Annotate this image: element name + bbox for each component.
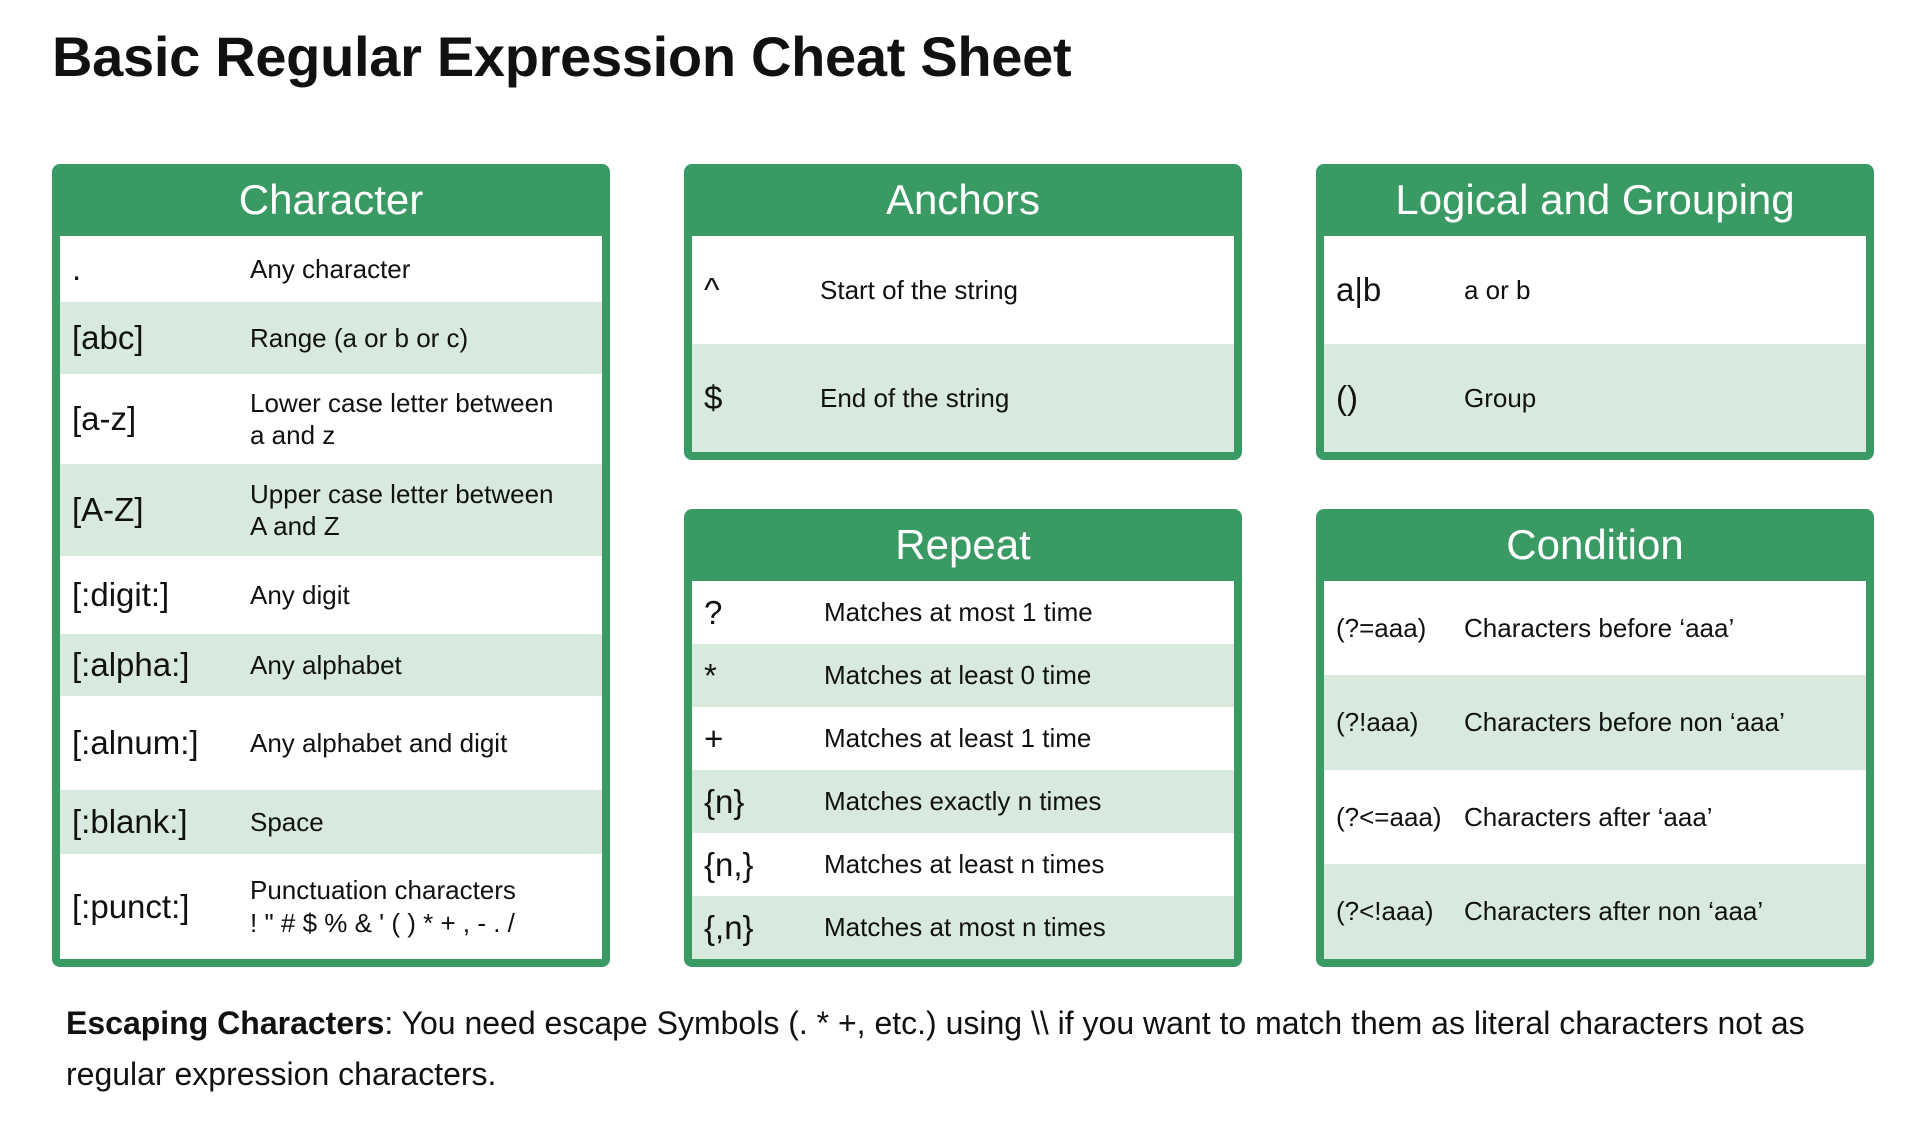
regex-description-line2: a and z	[250, 420, 336, 450]
regex-symbol: [A-Z]	[72, 491, 144, 528]
regex-description: Space	[250, 806, 324, 837]
table-row	[1324, 236, 1866, 344]
regex-symbol: [abc]	[72, 319, 144, 356]
regex-description: Characters after ‘aaa’	[1464, 801, 1713, 832]
repeat-card-title: Repeat	[895, 521, 1031, 568]
table-row	[1324, 581, 1866, 675]
condition-card	[1316, 509, 1874, 967]
character-table	[60, 236, 602, 959]
regex-description: Group	[1464, 382, 1537, 413]
regex-description: Characters after non ‘aaa’	[1464, 896, 1764, 927]
table-row	[60, 854, 602, 959]
anchors-card-title: Anchors	[885, 176, 1041, 223]
regex-symbol: {n}	[704, 782, 745, 820]
table-row	[60, 790, 602, 854]
regex-description-line2: A and Z	[250, 511, 340, 541]
regex-description-line2: ! " # $ % & ' ( ) * + , - . /	[250, 907, 515, 938]
logical-grouping-card	[1316, 164, 1874, 460]
regex-description: a or b	[1464, 274, 1531, 305]
regex-symbol: ?	[704, 593, 723, 631]
table-row	[60, 556, 602, 634]
table-row	[60, 634, 602, 696]
regex-description: Matches at least 0 time	[824, 660, 1092, 691]
logical-grouping-table	[1324, 236, 1866, 452]
condition-card-title: Condition	[1506, 521, 1684, 568]
regex-symbol: (?<!aaa)	[1336, 896, 1434, 926]
table-row	[692, 344, 1234, 452]
regex-symbol: ()	[1336, 379, 1358, 416]
regex-description: Matches at most 1 time	[824, 597, 1093, 628]
regex-symbol: ^	[704, 271, 720, 308]
table-row	[1324, 675, 1866, 770]
table-row	[1324, 344, 1866, 452]
table-row	[1324, 770, 1866, 864]
regex-description: Matches at least 1 time	[824, 723, 1092, 754]
regex-description: Start of the string	[820, 274, 1018, 305]
repeat-table	[692, 581, 1234, 959]
table-row	[1324, 864, 1866, 959]
regex-description: Characters before ‘aaa’	[1464, 612, 1735, 643]
regex-description	[250, 874, 516, 939]
regex-symbol: (?=aaa)	[1336, 612, 1427, 643]
regex-symbol: {n,}	[704, 845, 754, 883]
table-row	[60, 696, 602, 790]
table-row	[692, 896, 1234, 959]
table-row	[60, 374, 602, 464]
regex-symbol: +	[704, 719, 724, 757]
regex-description	[250, 478, 554, 543]
table-row	[692, 644, 1234, 707]
regex-symbol: a|b	[1336, 271, 1382, 308]
table-row	[692, 236, 1234, 344]
regex-symbol: *	[704, 656, 717, 694]
escaping-note-heading: Escaping Characters	[66, 1005, 385, 1041]
table-row	[60, 302, 602, 374]
character-card-title: Character	[238, 176, 424, 223]
regex-description: Any digit	[250, 579, 350, 610]
table-row	[692, 833, 1234, 896]
regex-symbol: .	[72, 250, 82, 287]
regex-description: End of the string	[820, 382, 1010, 413]
regex-description-line1: Upper case letter between	[250, 478, 554, 509]
regex-description: Matches at least n times	[824, 849, 1105, 880]
regex-description: Matches at most n times	[824, 912, 1106, 943]
regex-symbol: [a-z]	[72, 400, 137, 437]
condition-table	[1324, 581, 1866, 959]
regex-symbol: {,n}	[704, 908, 754, 946]
table-row	[692, 707, 1234, 770]
regex-description: Any character	[250, 253, 411, 284]
regex-symbol: (?<=aaa)	[1336, 801, 1442, 832]
table-row	[692, 770, 1234, 833]
regex-description: Range (a or b or c)	[250, 322, 469, 353]
page-title: Basic Regular Expression Cheat Sheet	[52, 25, 1072, 88]
regex-description: Any alphabet	[250, 649, 402, 680]
regex-description: Any alphabet and digit	[250, 727, 508, 758]
anchors-table	[692, 236, 1234, 452]
logical-grouping-card-title: Logical and Grouping	[1395, 176, 1795, 223]
table-row	[60, 236, 602, 302]
regex-description-line1: Lower case letter between	[250, 387, 554, 418]
regex-symbol: [:punct:]	[72, 887, 190, 925]
regex-symbol: $	[704, 379, 723, 416]
anchors-card	[684, 164, 1242, 460]
regex-symbol: [:digit:]	[72, 576, 170, 613]
repeat-card	[684, 509, 1242, 967]
escaping-note-text: : You need escape Symbols (. * +, etc.) using \\ if you want to match them as literal characters not as regular expression characters.	[66, 1005, 1805, 1092]
escaping-note	[66, 998, 1856, 1100]
regex-symbol: [:alnum:]	[72, 724, 199, 761]
character-card	[52, 164, 610, 967]
regex-symbol: (?!aaa)	[1336, 707, 1419, 737]
table-row	[692, 581, 1234, 644]
regex-symbol: [:blank:]	[72, 803, 188, 840]
regex-description: Characters before non ‘aaa’	[1464, 707, 1785, 738]
regex-description: Matches exactly n times	[824, 786, 1102, 817]
table-row	[60, 464, 602, 556]
regex-description-line1: Punctuation characters	[250, 875, 516, 905]
regex-symbol: [:alpha:]	[72, 646, 190, 683]
regex-description	[250, 387, 554, 452]
